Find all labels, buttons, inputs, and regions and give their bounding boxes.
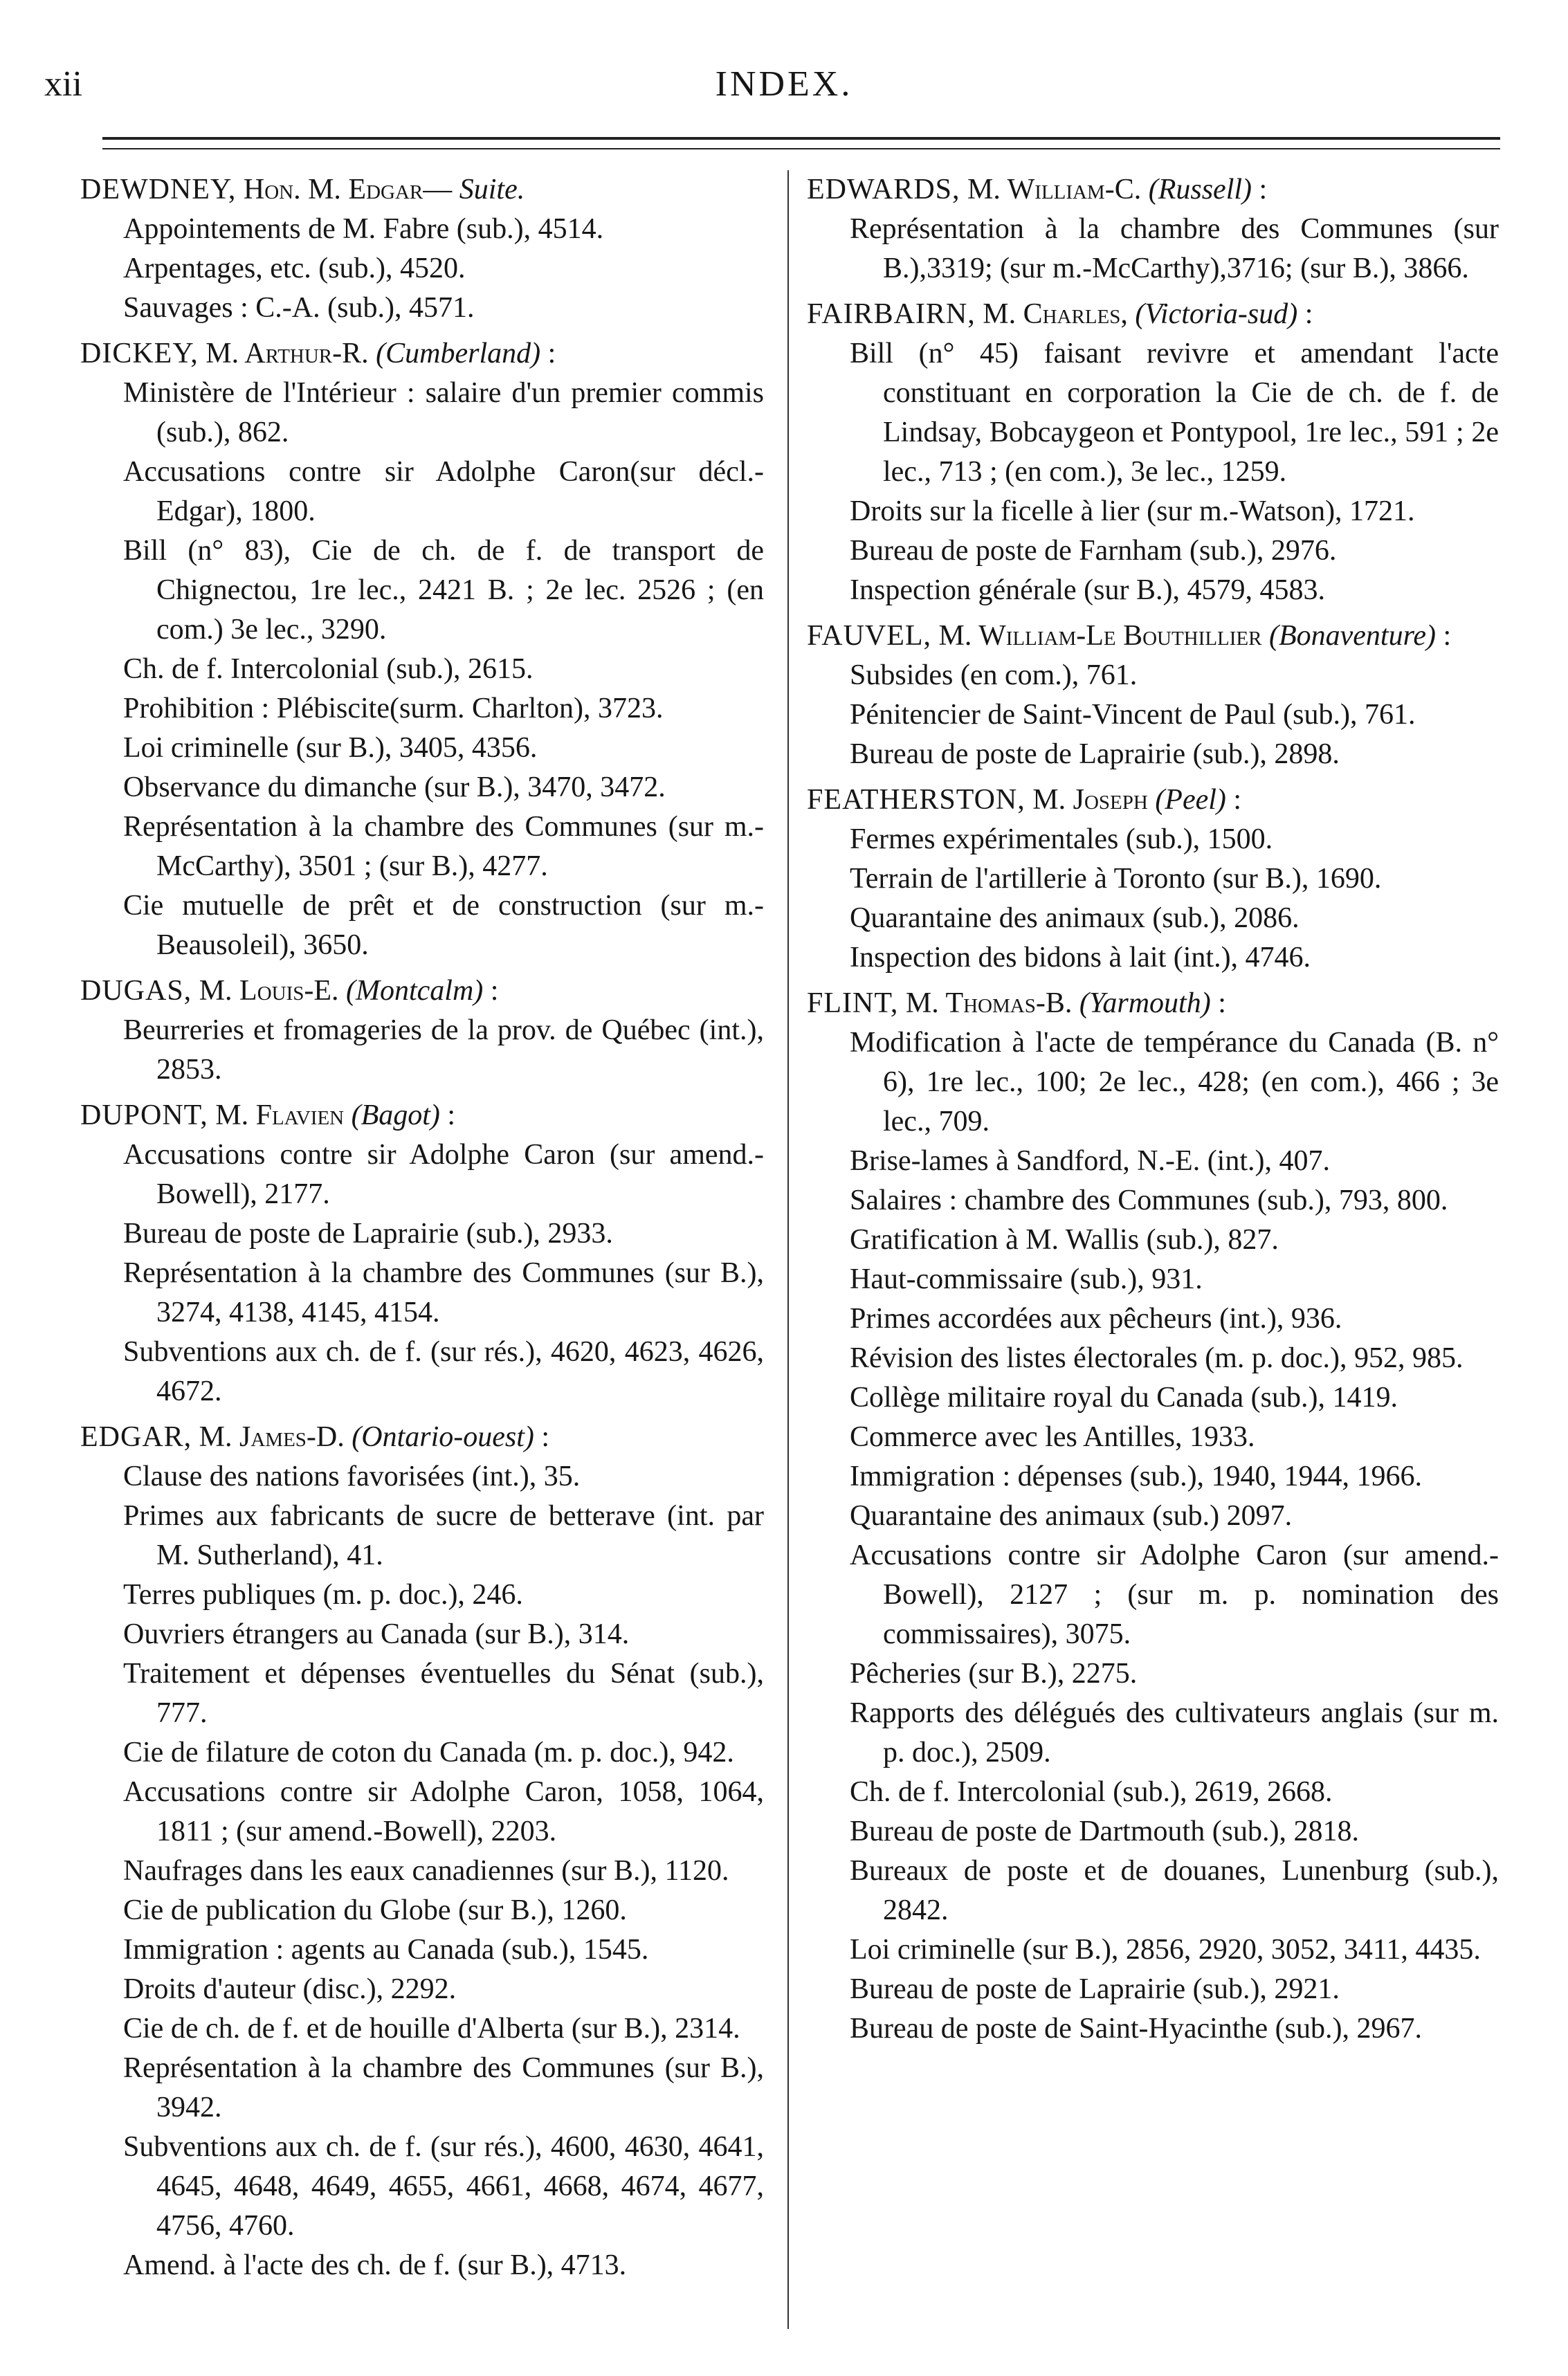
index-subentry: Sauvages : C.-A. (sub.), 4571. (123, 292, 475, 324)
entry-heading (807, 984, 1499, 1023)
member-riding: (Ontario-ouest) (352, 1421, 534, 1453)
header-rule-thin (102, 148, 1500, 149)
index-subentry: Bureau de poste de Laprairie (sub.), 2898. (850, 738, 1340, 770)
member-given-name: M. Thomas-B. (905, 987, 1073, 1019)
index-subentry: Beurreries et fromageries de la prov. de Québec (int.), 2853. (123, 1014, 764, 1086)
index-subentry: Bureau de poste de Farnham (sub.), 2976. (850, 535, 1337, 567)
index-subentry: Ch. de f. Intercolonial (sub.), 2615. (123, 653, 534, 685)
index-entry (807, 616, 1499, 774)
right-column (807, 170, 1499, 2055)
heading-colon: : (1225, 784, 1242, 816)
member-riding: (Cumberland) (376, 338, 541, 369)
index-subentry: Rapports des délégués des cultivateurs anglais (sur m. p. doc.), 2509. (850, 1697, 1499, 1769)
index-subentry: Appointements de M. Fabre (sub.), 4514. (123, 213, 604, 245)
index-subentry: Modification à l'acte de tempérance du Canada (B. n° 6), 1re lec., 100; 2e lec., 428; (en com.), 466 ; 3e lec., 709. (850, 1027, 1499, 1137)
heading-colon: : (483, 975, 499, 1007)
entry-heading (80, 334, 764, 374)
member-given-name: M. William-C. (967, 174, 1142, 205)
index-subentry: Ch. de f. Intercolonial (sub.), 2619, 2668. (850, 1776, 1333, 1808)
index-subentry: Commerce avec les Antilles, 1933. (850, 1421, 1255, 1453)
member-riding: (Russell) (1148, 174, 1252, 205)
index-subentry: Bureau de poste de Laprairie (sub.), 2933. (123, 1218, 613, 1250)
index-subentry: Représentation à la chambre des Communes (sur B.), 3274, 4138, 4145, 4154. (123, 1257, 764, 1328)
entry-heading (807, 295, 1499, 334)
index-subentry: Subventions aux ch. de f. (sur rés.), 4620, 4623, 4626, 4672. (123, 1336, 764, 1407)
member-riding: (Victoria-sud) (1135, 298, 1298, 330)
index-subentry: Représentation à la chambre des Communes (sur m.-McCarthy), 3501 ; (sur B.), 4277. (123, 811, 764, 882)
index-subentry: Bill (n° 45) faisant revivre et amendant l'acte constituant en corporation la Cie de ch. de f. de Lindsay, Bobcaygeon et Pontypool, 1re lec., 591 ; 2e lec., 713 ; (en com.), 3e lec., 1259. (850, 338, 1499, 488)
index-subentry: Salaires : chambre des Communes (sub.), 793, 800. (850, 1185, 1448, 1216)
member-given-name: M. Joseph (1032, 784, 1148, 816)
index-subentry: Bureau de poste de Dartmouth (sub.), 2818. (850, 1816, 1360, 1847)
index-entry (807, 170, 1499, 289)
index-entry (80, 1096, 764, 1411)
heading-colon: : (1297, 298, 1313, 330)
member-surname: EDGAR, (80, 1421, 192, 1453)
member-surname: DICKEY, (80, 338, 199, 369)
index-subentry: Clause des nations favorisées (int.), 35. (123, 1461, 581, 1492)
member-surname: FAIRBAIRN, (807, 298, 976, 330)
member-riding: (Montcalm) (346, 975, 484, 1007)
index-subentry: Cie de filature de coton du Canada (m. p. doc.), 942. (123, 1737, 734, 1769)
index-subentry: Quarantaine des animaux (sub.) 2097. (850, 1500, 1293, 1532)
index-subentry: Arpentages, etc. (sub.), 4520. (123, 253, 466, 284)
index-subentry: Brise-lames à Sandford, N.-E. (int.), 407. (850, 1145, 1331, 1177)
index-entry (807, 295, 1499, 610)
member-surname: FEATHERSTON, (807, 784, 1025, 816)
index-subentry: Bureau de poste de Saint-Hyacinthe (sub.), 2967. (850, 2013, 1422, 2045)
member-riding: (Bonaventure) (1268, 620, 1436, 652)
member-riding: (Yarmouth) (1079, 987, 1211, 1019)
index-subentry: Cie de ch. de f. et de houille d'Alberta (sur B.), 2314. (123, 2013, 740, 2045)
left-column (80, 170, 764, 2292)
index-subentry: Traitement et dépenses éventuelles du Sénat (sub.), 777. (123, 1658, 764, 1729)
member-given-name: M. William-Le Bouthillier (938, 620, 1262, 652)
index-subentry: Inspection générale (sur B.), 4579, 4583. (850, 574, 1325, 606)
header-rule-thick (102, 137, 1500, 140)
page-number: xii (44, 64, 82, 104)
index-subentry: Représentation à la chambre des Communes (sur B.),3319; (sur m.-McCarthy),3716; (sur B.), 3866. (850, 213, 1499, 284)
index-subentry: Ouvriers étrangers au Canada (sur B.), 314. (123, 1618, 630, 1650)
index-subentry: Prohibition : Plébiscite(surm. Charlton), 3723. (123, 693, 664, 724)
heading-colon: : (1210, 987, 1226, 1019)
page-title: INDEX. (715, 64, 853, 104)
heading-colon: : (1252, 174, 1268, 205)
member-surname: FLINT, (807, 987, 899, 1019)
index-subentry: Naufrages dans les eaux canadiennes (sur B.), 1120. (123, 1855, 729, 1887)
index-subentry: Accusations contre sir Adolphe Caron (sur amend.-Bowell), 2127 ; (sur m. p. nomination des commissaires), 3075. (850, 1539, 1499, 1650)
index-subentry: Haut-commissaire (sub.), 931. (850, 1263, 1203, 1295)
heading-colon: : (534, 1421, 550, 1453)
member-riding: Suite. (459, 174, 525, 205)
member-surname: EDWARDS, (807, 174, 960, 205)
member-given-name: Hon. M. Edgar— (243, 174, 453, 205)
index-subentry: Bureaux de poste et de douanes, Lunenburg (sub.), 2842. (850, 1855, 1499, 1926)
index-subentry: Primes accordées aux pêcheurs (int.), 936. (850, 1303, 1342, 1335)
index-subentry: Inspection des bidons à lait (int.), 4746. (850, 942, 1311, 974)
member-given-name: M. Charles, (983, 298, 1128, 330)
member-given-name: M. Flavien (215, 1099, 345, 1131)
entry-heading (80, 170, 764, 210)
index-subentry: Pénitencier de Saint-Vincent de Paul (sub.), 761. (850, 699, 1416, 731)
entry-heading (80, 971, 764, 1011)
index-entry (807, 984, 1499, 2049)
index-subentry: Subventions aux ch. de f. (sur rés.), 4600, 4630, 4641, 4645, 4648, 4649, 4655, 4661, 4668, 4674, 4677, 4756, 4760. (123, 2131, 764, 2242)
index-subentry: Terrain de l'artillerie à Toronto (sur B.), 1690. (850, 863, 1382, 895)
entry-heading (807, 616, 1499, 656)
heading-colon: : (439, 1099, 456, 1131)
index-entry (80, 170, 764, 328)
index-subentry: Accusations contre sir Adolphe Caron, 1058, 1064, 1811 ; (sur amend.-Bowell), 2203. (123, 1776, 764, 1847)
heading-colon: : (540, 338, 556, 369)
member-surname: DUGAS, (80, 975, 192, 1007)
heading-colon: : (1435, 620, 1452, 652)
member-surname: FAUVEL, (807, 620, 932, 652)
member-surname: DEWDNEY, (80, 174, 237, 205)
index-subentry: Ministère de l'Intérieur : salaire d'un premier commis (sub.), 862. (123, 377, 764, 448)
index-subentry: Primes aux fabricants de sucre de betterave (int. par M. Sutherland), 41. (123, 1500, 764, 1571)
index-subentry: Pêcheries (sur B.), 2275. (850, 1658, 1138, 1690)
member-given-name: M. James-D. (199, 1421, 345, 1453)
member-surname: DUPONT, (80, 1099, 208, 1131)
index-subentry: Fermes expérimentales (sub.), 1500. (850, 823, 1273, 855)
member-given-name: M. Louis-E. (199, 975, 339, 1007)
index-subentry: Gratification à M. Wallis (sub.), 827. (850, 1224, 1279, 1256)
index-subentry: Loi criminelle (sur B.), 2856, 2920, 3052, 3411, 4435. (850, 1934, 1481, 1966)
index-entry (80, 971, 764, 1090)
index-entry (807, 780, 1499, 978)
index-entry (80, 1418, 764, 2285)
index-subentry: Amend. à l'acte des ch. de f. (sur B.), 4713. (123, 2249, 627, 2281)
index-subentry: Révision des listes électorales (m. p. doc.), 952, 985. (850, 1342, 1464, 1374)
index-subentry: Droits d'auteur (disc.), 2292. (123, 1973, 457, 2005)
entry-heading (807, 170, 1499, 210)
index-subentry: Droits sur la ficelle à lier (sur m.-Watson), 1721. (850, 495, 1415, 527)
column-divider (787, 170, 789, 2329)
index-subentry: Cie de publication du Globe (sur B.), 1260. (123, 1894, 627, 1926)
member-riding: (Peel) (1155, 784, 1226, 816)
entry-heading (80, 1096, 764, 1135)
index-subentry: Observance du dimanche (sur B.), 3470, 3472. (123, 771, 666, 803)
index-subentry: Accusations contre sir Adolphe Caron (sur amend.-Bowell), 2177. (123, 1139, 764, 1210)
entry-heading (807, 780, 1499, 820)
index-subentry: Loi criminelle (sur B.), 3405, 4356. (123, 732, 538, 764)
index-entry (80, 334, 764, 965)
member-given-name: M. Arthur-R. (206, 338, 369, 369)
index-subentry: Collège militaire royal du Canada (sub.), 1419. (850, 1382, 1398, 1414)
entry-heading (80, 1418, 764, 1457)
index-subentry: Subsides (en com.), 761. (850, 659, 1138, 691)
member-riding: (Bagot) (351, 1099, 440, 1131)
index-subentry: Bill (n° 83), Cie de ch. de f. de transport de Chignectou, 1re lec., 2421 B. ; 2e lec. 2526 ; (en com.) 3e lec., 3290. (123, 535, 764, 646)
index-subentry: Immigration : agents au Canada (sub.), 1545. (123, 1934, 649, 1966)
index-subentry: Immigration : dépenses (sub.), 1940, 1944, 1966. (850, 1461, 1423, 1492)
index-subentry: Terres publiques (m. p. doc.), 246. (123, 1579, 523, 1611)
index-subentry: Quarantaine des animaux (sub.), 2086. (850, 902, 1300, 934)
index-subentry: Représentation à la chambre des Communes (sur B.), 3942. (123, 2052, 764, 2123)
index-subentry: Accusations contre sir Adolphe Caron(sur décl.-Edgar), 1800. (123, 456, 764, 527)
index-subentry: Bureau de poste de Laprairie (sub.), 2921. (850, 1973, 1340, 2005)
index-subentry: Cie mutuelle de prêt et de construction (sur m.-Beausoleil), 3650. (123, 890, 764, 961)
